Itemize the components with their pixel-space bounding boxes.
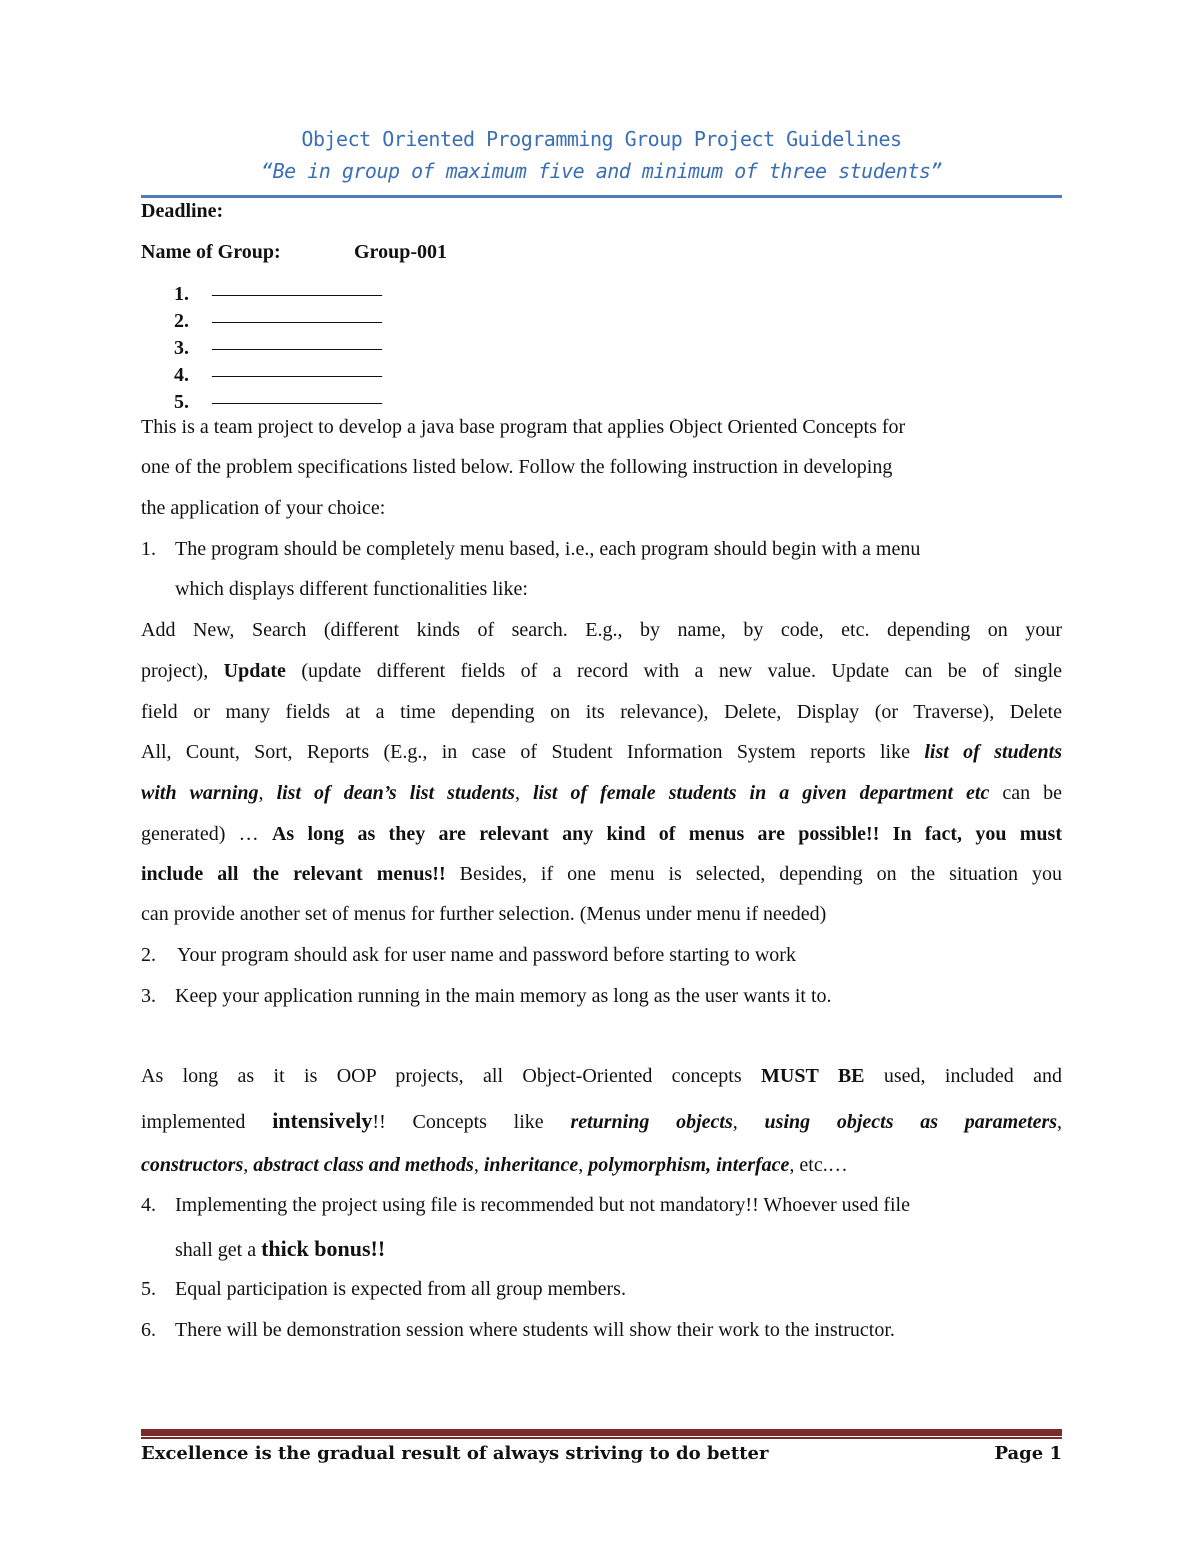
oop-line: constructors, abstract class and methods, inheritance, polymorphism, interface, etc.…	[141, 1154, 848, 1176]
oop-line: As long as it is OOP projects, all Object-Oriented concepts MUST BE used, included and	[141, 1065, 1063, 1087]
intro-line: the application of your choice:	[141, 497, 386, 519]
member-blank: –––––––––––––––––	[212, 364, 382, 386]
item6-text: There will be demonstration session where students will show their work to the instructor.	[175, 1319, 895, 1341]
item-number: 6.	[141, 1319, 156, 1341]
member-blank: –––––––––––––––––	[212, 283, 382, 305]
item1-line: The program should be completely menu based, i.e., each program should begin with a menu	[175, 538, 921, 560]
item-number: 2.	[141, 944, 156, 966]
member-number: 5.	[174, 391, 189, 413]
member-number: 3.	[174, 337, 189, 359]
item-number: 4.	[141, 1194, 156, 1216]
member-blank: –––––––––––––––––	[212, 310, 382, 332]
menus-line: with warning, list of dean’s list students, list of female students in a given department etc can be	[141, 782, 1063, 804]
item-number: 1.	[141, 538, 156, 560]
group-name-row	[141, 241, 1062, 264]
bonus-term: thick bonus!!	[261, 1236, 386, 1261]
title-divider	[141, 195, 1062, 198]
item1-line: which displays different functionalities like:	[175, 578, 528, 600]
member-number: 4.	[174, 364, 189, 386]
intro-line: one of the problem specifications listed below. Follow the following instruction in developing	[141, 456, 893, 478]
intro-line: This is a team project to develop a java base program that applies Object Oriented Concepts for	[141, 416, 906, 438]
page-footer	[141, 1443, 1062, 1464]
item5-text: Equal participation is expected from all group members.	[175, 1278, 626, 1300]
update-term: Update	[223, 660, 286, 682]
menus-line: Add New, Search (different kinds of search. E.g., by name, by code, etc. depending on your	[141, 619, 1062, 641]
member-number: 2.	[174, 310, 189, 332]
menus-line: include all the relevant menus!! Besides, if one menu is selected, depending on the situation you	[141, 863, 1062, 885]
member-number: 1.	[174, 283, 189, 305]
document-subtitle: “Be in group of maximum five and minimum of three students”	[261, 159, 942, 183]
item-number: 3.	[141, 985, 156, 1007]
footer-divider-thin	[141, 1437, 1062, 1439]
member-blank: –––––––––––––––––	[212, 337, 382, 359]
item-number: 5.	[141, 1278, 156, 1300]
group-name-label: Name of Group:	[141, 241, 281, 263]
deadline-label: Deadline:	[141, 200, 224, 222]
item3-text: Keep your application running in the main memory as long as the user wants it to.	[175, 985, 832, 1007]
document-title: Object Oriented Programming Group Project Guidelines	[301, 127, 902, 151]
footer-divider	[141, 1429, 1062, 1436]
item4-line: shall get a thick bonus!!	[175, 1236, 386, 1261]
menus-line: can provide another set of menus for further selection. (Menus under menu if needed)	[141, 903, 827, 925]
footer-motto: Excellence is the gradual result of always striving to do better	[141, 1443, 769, 1464]
oop-line: implemented intensively!! Concepts like returning objects, using objects as parameters,	[141, 1108, 1063, 1133]
page-number: Page 1	[994, 1443, 1062, 1464]
menus-line: project), Update (update different fields of a record with a new value. Update can be of single	[141, 660, 1063, 682]
group-name-value: Group-001	[354, 241, 447, 263]
intensively-term: intensively	[272, 1108, 373, 1133]
menus-line: field or many fields at a time depending on its relevance), Delete, Display (or Traverse), Delete	[141, 701, 1062, 723]
item4-line: Implementing the project using file is recommended but not mandatory!! Whoever used file	[175, 1194, 910, 1216]
member-blank: –––––––––––––––––	[212, 391, 382, 413]
menus-line: All, Count, Sort, Reports (E.g., in case of Student Information System reports like list of students	[141, 741, 1063, 763]
menus-line: generated) … As long as they are relevant any kind of menus are possible!! In fact, you must	[141, 823, 1062, 845]
item2-text: Your program should ask for user name and password before starting to work	[177, 944, 796, 966]
